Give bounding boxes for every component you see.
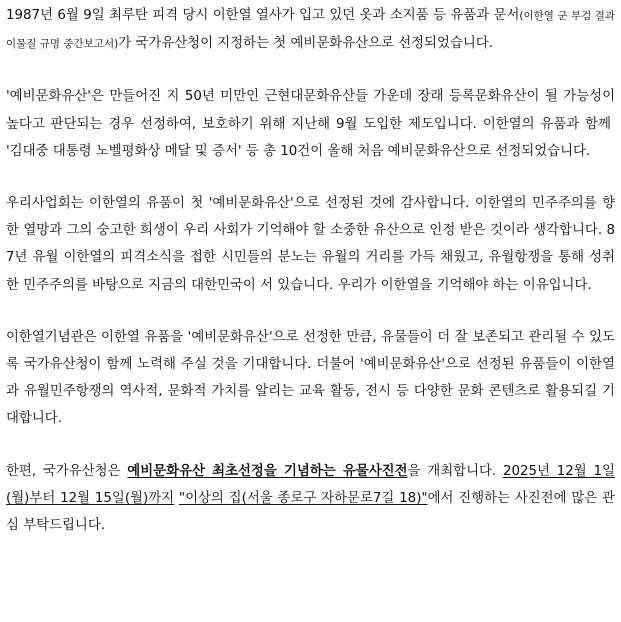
exhibition-venue: "이상의 집(서울 종로구 자하문로7길 18)"	[178, 490, 428, 506]
paragraph-3: 우리사업회는 이한열의 유품이 첫 '예비문화유산'으로 선정된 것에 감사합니다. 이한열의 민주주의를 향한 열망과 그의 숭고한 희생이 우리 사회가 기억해야 할 소중한 유산으로 인정 받은 것이라 생각합니다. 87년 유월 이한열의 피격소식을 접한 시민들의 분노는 유월의 거리를 가득 채웠고, 유월항쟁을 통해 성취한 민주주의를 바탕으로 지금의 대한민국이 서 있습니다. 우리가 이한열을 기억해야 하는 이유입니다.	[6, 196, 615, 293]
exhibition-title: 예비문화유산 최초선정을 기념하는 유물사진전	[127, 463, 408, 479]
paragraph-1-text-a: 1987년 6월 9일 최루탄 피격 당시 이한열 열사가 입고 있던 옷과 소지품 등 유품과 문서	[6, 8, 520, 23]
paragraph-5-mid: 을 개최합니다.	[407, 463, 503, 479]
paragraph-2-text-a: '예비문화유산'은 만들어진 지 50년 미만인 근현대문화유산들 가운데 장래 등록문화유산이 될 가능성이 높다고 판단되는 경우 선정하여, 보호하기 위해 지난해 9월 도입한 제도입니다. 이한열의 유품과 함께	[6, 89, 615, 132]
paragraph-2-text-b: '김대중 대통령 노벨평화상 메달 및 증서' 등 총 10건이 올해 처음 예비문화유산으로 선정되었습니다.	[6, 143, 591, 159]
paragraph-1-note: (이한열 군 부검 결과 이물질 규명 중간보고서)	[6, 10, 615, 51]
paragraph-2	[6, 83, 615, 165]
paragraph-1	[6, 2, 615, 58]
paragraph-1-text-b: 가 국가유산청이 지정하는 첫 예비문화유산으로 선정되었습니다.	[118, 36, 493, 52]
paragraph-4: 이한열기념관은 이한열 유품을 '예비문화유산'으로 선정한 만큼, 유물들이 더 잘 보존되고 관리될 수 있도록 국가유산청이 함께 노력해 주실 것을 기대합니다. 더불어 '예비문화유산'으로 선정된 유품들이 이한열과 유월민주항쟁의 역사적, 문화적 가치를 알리는 교육 활동, 전시 등 다양한 문화 콘텐츠로 활용되길 기대합니다.	[6, 329, 615, 427]
paragraph-5-tail: 에서 진행하는 사진전에 많은 관심 부탁드립니다.	[6, 490, 615, 534]
paragraph-5	[6, 458, 615, 540]
paragraph-5-lead: 한편, 국가유산청은	[6, 463, 128, 479]
exhibition-dates: 2025년 12월 1일(월)부터 12월 15일(월)까지	[6, 463, 615, 506]
